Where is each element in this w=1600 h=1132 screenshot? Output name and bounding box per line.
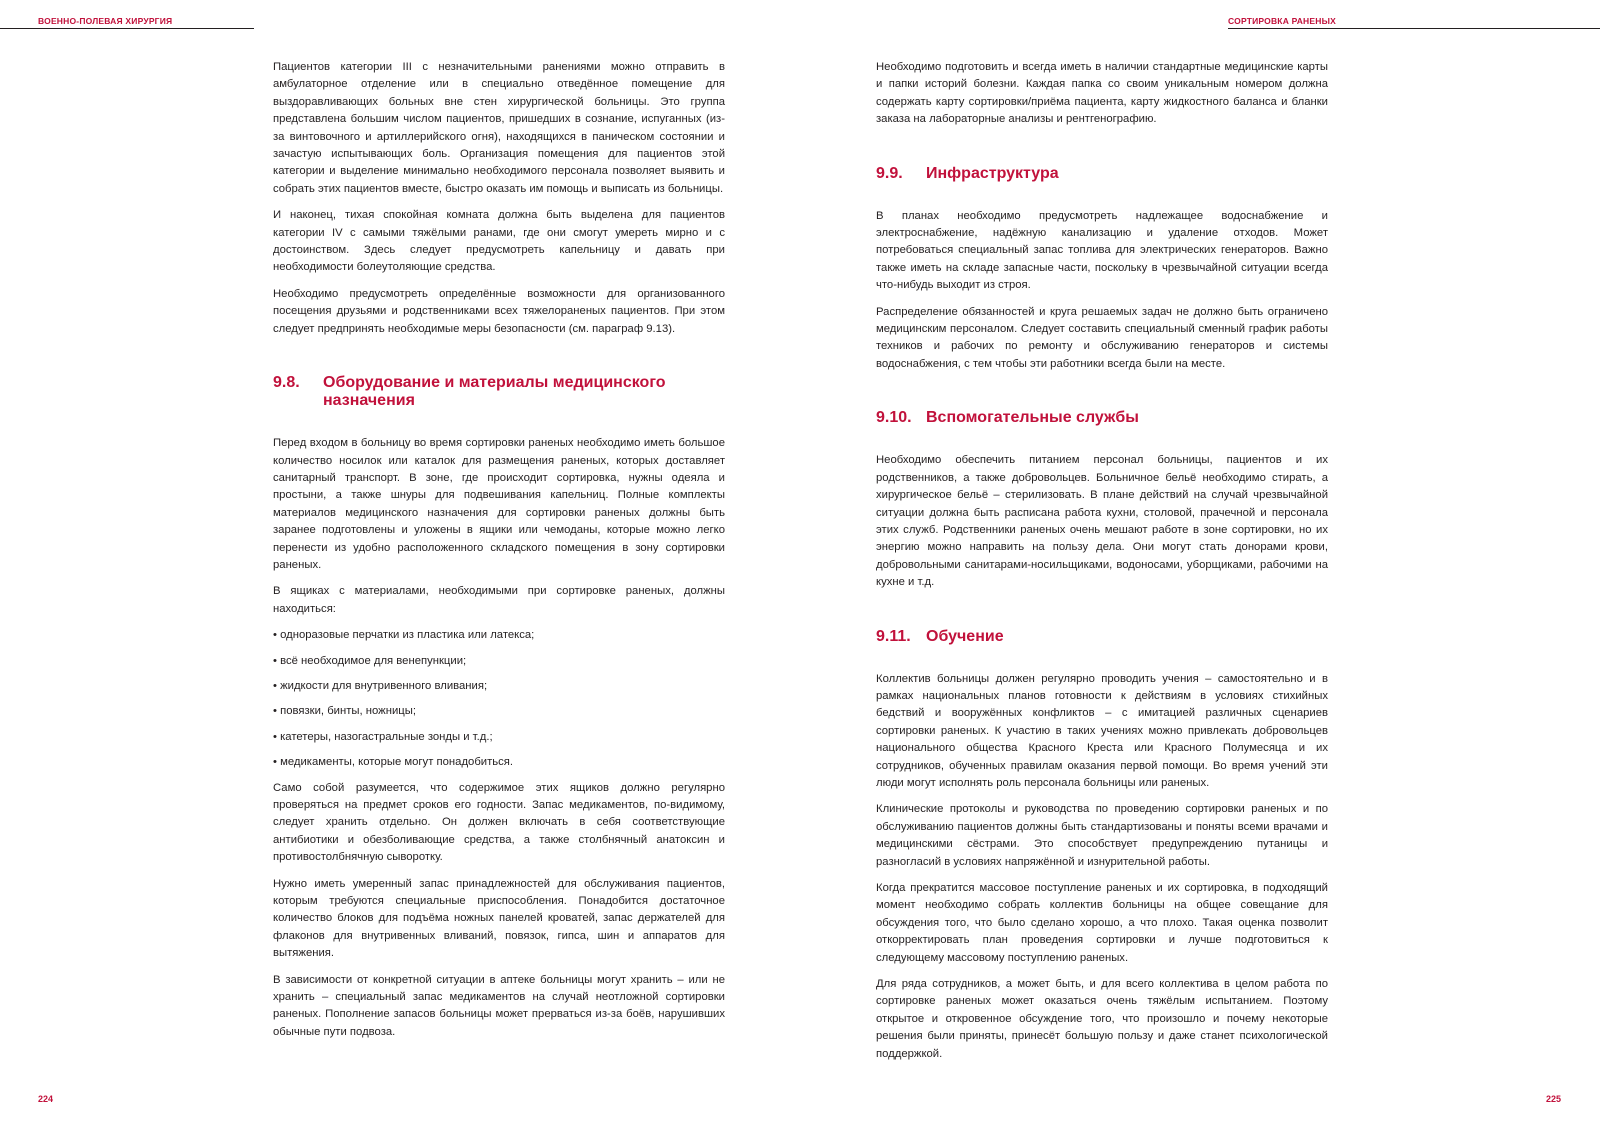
section-title: Обучение (926, 627, 1004, 645)
body-paragraph: Необходимо предусмотреть определённые возможности для организованного посещения друзьями и родственниками всех тяжелораненых пациентов. При этом следует предпринять необходимые меры безопасности (см. параграф 9.13). (273, 287, 725, 335)
body-paragraph: Нужно иметь умеренный запас принадлежностей для обслуживания пациентов, которым требуются специальные приспособления. Понадобится достаточное количество блоков для подъёма ножных панелей кроватей, запас держателей для флаконов для внутривенных вливаний, повязок, гипса, шин и аппаратов для вытяжения. (273, 877, 725, 960)
section-heading-9-8 (273, 374, 725, 410)
section-heading-9-9 (876, 165, 1328, 183)
section-heading-9-10 (876, 409, 1328, 427)
body-paragraph: Необходимо подготовить и всегда иметь в наличии стандартные медицинские карты и папки историй болезни. Каждая папка со своим уникальным номером должна содержать карту сортировки/приёма пациента, карту жидкостного баланса и бланки заказа на лабораторные анализы и рентгенографию. (876, 61, 1328, 126)
section-number: 9.9. (876, 164, 903, 182)
page-number-left: 224 (38, 1094, 54, 1104)
section-number: 9.10. (876, 409, 912, 427)
body-paragraph: Коллектив больницы должен регулярно проводить учения – самостоятельно и в рамках национальных планов готовности к действиям в условиях стихийных бедствий и вооружённых конфликтов – с имитацией различных сценариев сортировки раненых. К участию в таких учениях можно привлекать добровольцев национального общества Красного Креста или Красного Полумесяца и их сотрудников, обученных правилам оказания первой помощи. Во время учений эти люди могут исполнять роль персонала больницы или раненых. (876, 672, 1328, 789)
header-rule-right (1228, 28, 1600, 29)
body-paragraph: Необходимо обеспечить питанием персонал больницы, пациентов и их родственников, а также добровольцев. Больничное бельё необходимо стирать, а хирургическое бельё – стерилизовать. В плане действий на случай чрезвычайной ситуации должна быть расписана работа кухни, столовой, прачечной и персонала этих служб. Родственники раненых очень мешают работе в зоне сортировки, но их энергию можно направить на пользу дела. Они могут стать донорами крови, добровольными санитарами-носильщиками, водоносами, уборщиками, рабочими на кухне и т.д. (876, 454, 1328, 589)
list-item: • жидкости для внутривенного вливания; (273, 679, 488, 692)
section-number: 9.8. (273, 374, 300, 392)
body-paragraph: Распределение обязанностей и круга решаемых задач не должно быть ограничено медицинским персоналом. Следует составить специальный сменный график работы техников и рабочих по ремонту и обслуживанию генераторов и системы водоснабжения, с тем чтобы эти работники всегда были на месте. (876, 305, 1328, 370)
list-item: • медикаменты, которые могут понадобиться. (273, 756, 514, 769)
list-item: • катетеры, назогастральные зонды и т.д.; (273, 730, 493, 743)
section-number: 9.11. (876, 627, 911, 645)
body-paragraph: Перед входом в больницу во время сортировки раненых необходимо иметь большое количество носилок или каталок для размещения раненых, которых доставляет санитарный транспорт. В зоне, где происходит сортировка, нужны одеяла и простыни, а также шнуры для подвешивания капельниц. Полные комплекты материалов медицинского назначения для сортировки раненых должны быть заранее подготовлены и уложены в ящики или чемоданы, которые можно легко перенести из удобно расположенного складского помещения в зону сортировки раненых. (273, 437, 725, 571)
list-item: • повязки, бинты, ножницы; (273, 705, 417, 718)
body-paragraph: И наконец, тихая спокойная комната должна быть выделена для пациентов категории IV с самыми тяжёлыми ранами, где они смогут умереть мирно и с достоинством. Здесь следует предусмотреть капельницу и давать при необходимости болеутоляющие средства. (273, 209, 725, 274)
body-paragraph: В зависимости от конкретной ситуации в аптеке больницы могут хранить – или не хранить – специальный запас медикаментов на случай неотложной сортировки раненых. Пополнение запасов больницы может прерваться из-за боёв, нарушивших обычные пути подвоза. (273, 973, 725, 1038)
running-header-left: ВОЕННО-ПОЛЕВАЯ ХИРУРГИЯ (38, 16, 173, 26)
section-heading-9-11 (876, 628, 1328, 646)
running-header-right: СОРТИРОВКА РАНЕНЫХ (1228, 16, 1336, 26)
right-page-column (876, 59, 1328, 1072)
header-rule-left (0, 28, 254, 29)
page-number-right: 225 (1546, 1094, 1562, 1104)
section-title: Оборудование и материалы медицинского назначения (323, 374, 666, 410)
body-paragraph: В планах необходимо предусмотреть надлежащее водоснабжение и электроснабжение, надёжную канализацию и удаление отходов. Может потребоваться специальный запас топлива для электрических генераторов. Важно также иметь на складе запасные части, поскольку в чрезвычайной ситуации всегда что-нибудь выходит из строя. (876, 209, 1328, 292)
section-title: Вспомогательные службы (926, 409, 1139, 427)
body-paragraph: Само собой разумеется, что содержимое этих ящиков должно регулярно проверяться на предмет сроков его годности. Запас медикаментов, по-видимому, следует хранить отдельно. Он должен включать в себя соответствующие антибиотики и обезболивающие средства, а также столбнячный анатоксин и противостолбнячную сыворотку. (273, 781, 725, 864)
list-item: • одноразовые перчатки из пластика или латекса; (273, 629, 535, 642)
body-paragraph: Для ряда сотрудников, а может быть, и для всего коллектива в целом работа по сортировке раненых может оказаться очень тяжёлым испытанием. Поэтому открытое и откровенное обсуждение того, что произошло и почему некоторые решения были приняты, принесёт большую пользу и даже станет психологической поддержкой. (876, 978, 1328, 1060)
body-paragraph: Когда прекратится массовое поступление раненых и их сортировка, в подходящий момент необходимо собрать коллектив больницы на общее совещание для обсуждения того, что было сделано хорошо, а что плохо. Такая оценка позволит откорректировать план проведения сортировки и лучше подготовиться к следующему массовому поступлению раненых. (876, 882, 1328, 964)
left-page-column (273, 59, 725, 1050)
list-item: • всё необходимое для венепункции; (273, 654, 467, 667)
body-paragraph: В ящиках с материалами, необходимыми при сортировке раненых, должны находиться: (273, 585, 725, 615)
body-paragraph: Клинические протоколы и руководства по проведению сортировки раненых и по обслуживанию пациентов должны быть стандартизованы и поняты всеми врачами и медицинскими сёстрами. Это способствует предупреждению путаницы и разногласий в условиях напряжённой и изнурительной работы. (876, 803, 1328, 868)
body-paragraph: Пациентов категории III с незначительными ранениями можно отправить в амбулаторное отделение или в специально отведённое помещение для выздоравливающих больных вне стен хирургической больницы. Это группа представлена большим числом пациентов, пришедших в сознание, испуганных (из-за винтовочного и артиллерийского огня), находящихся в паническом состоянии и зачастую испытывающих боль. Организация помещения для пациентов этой категории и выделение минимально необходимого персонала позволяет выявить и собрать этих пациентов вместе, быстро оказать им помощь и выписать из больницы. (273, 61, 725, 195)
section-title: Инфраструктура (926, 164, 1059, 182)
